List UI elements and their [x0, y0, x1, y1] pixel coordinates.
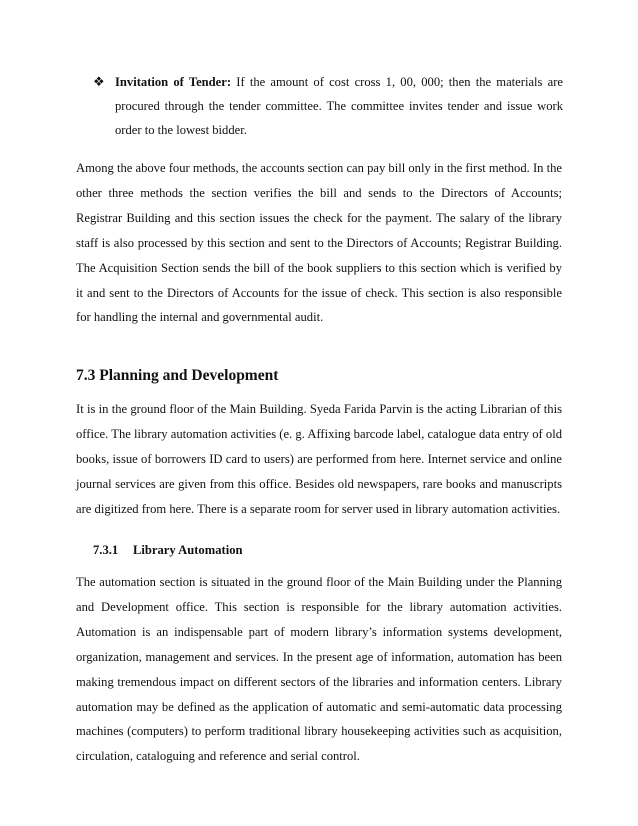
diamond-bullet-icon: ❖ [93, 74, 105, 89]
bullet-body: If the amount of cost cross 1, 00, 000; then the materials are procured through the tender committee. The committee invites tender and issue work order to the lowest bidder. [115, 75, 563, 137]
subsection-number: 7.3.1 [93, 543, 119, 557]
automation-paragraph: The automation section is situated in the ground floor of the Main Building under the Planning and Development office. This section is responsible for the library automation activities. Automation is an indispensable part of modern library’s information systems development, organization, management and services. In the present age of information, automation has been making tremendous impact on different sectors of the libraries and information centers. Library automation may be defined as the application of automatic and semi-automatic data processing machines (computers) to perform traditional library housekeeping activities such as acquisition, circulation, cataloguing and reference and serial control. [76, 575, 562, 764]
bullet-paragraph [115, 70, 563, 142]
section-heading: 7.3 Planning and Development [76, 367, 279, 384]
planning-paragraph: It is in the ground floor of the Main Building. Syeda Farida Parvin is the acting Librarian of this office. The library automation activities (e. g. Affixing barcode label, catalogue data entry of old books, issue of borrowers ID card to users) are performed from here. Internet service and online journal services are given from this office. Besides old newspapers, rare books and manuscripts are digitized from here. There is a separate room for server used in library automation activities. [76, 402, 562, 516]
accounts-paragraph: Among the above four methods, the accounts section can pay bill only in the first method. In the other three methods the section verifies the bill and sends to the Directors of Accounts; Registrar Building and this section issues the check for the payment. The salary of the library staff is also processed by this section and sent to the Directors of Accounts; Registrar Building. The Acquisition Section sends the bill of the book suppliers to this section which is verified by it and sent to the Directors of Accounts for the issue of check. This section is also responsible for handling the internal and governmental audit. [76, 161, 562, 325]
bullet-title: Invitation of Tender: [115, 75, 232, 89]
subsection-title: Library Automation [133, 543, 243, 557]
subsection-heading [93, 541, 243, 559]
tender-bullet-item [93, 70, 563, 142]
